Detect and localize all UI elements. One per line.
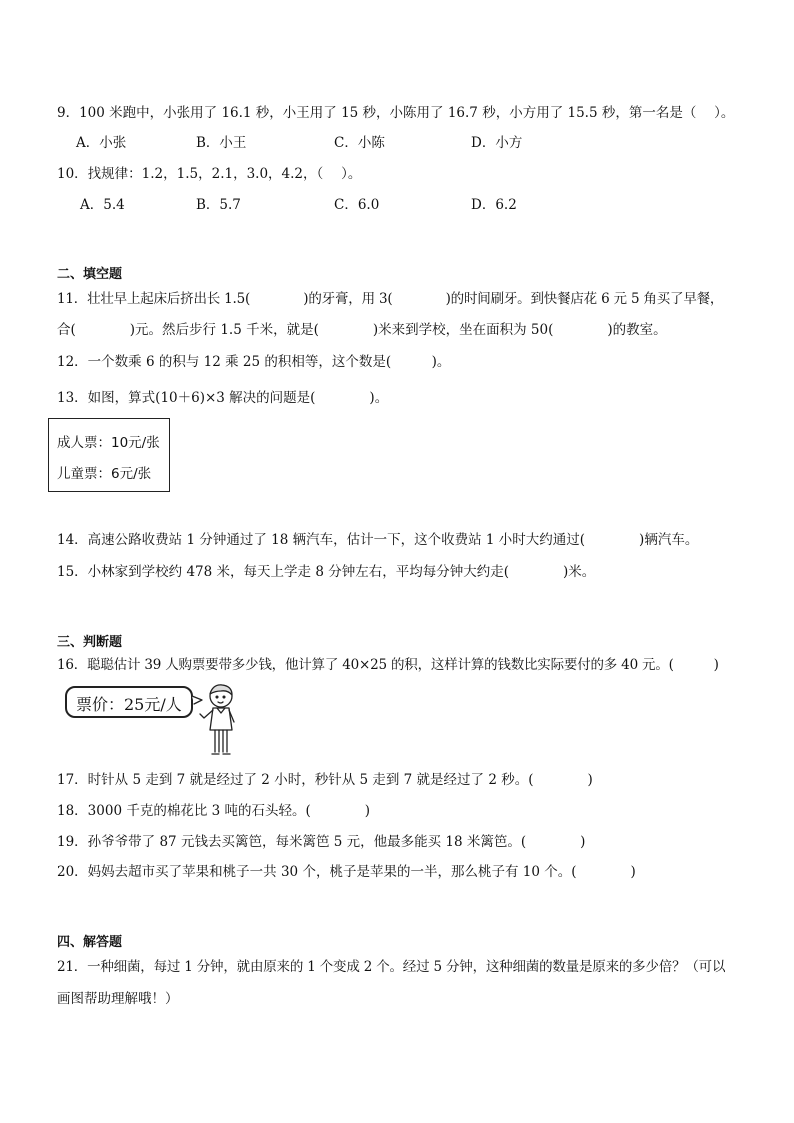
child-ticket-price: 儿童票：6元/张 bbox=[57, 466, 152, 482]
q10-option-a[interactable]: A．5.4 bbox=[80, 197, 125, 213]
question-16-text: 16．聪聪估计 39 人购票要带多少钱，他计算了 40×25 的积，这样计算的钱数比实际要付的多 40 元。( ) bbox=[57, 657, 719, 673]
question-21-line1: 21．一种细菌，每过 1 分钟，就由原来的 1 个变成 2 个。经过 5 分钟，这种细菌的数量是原来的多少倍？（可以 bbox=[57, 959, 726, 975]
girl-illustration-icon bbox=[188, 682, 248, 762]
q10-option-d[interactable]: D．6.2 bbox=[471, 197, 517, 213]
q9-option-b[interactable]: B．小王 bbox=[196, 135, 247, 151]
adult-ticket-price: 成人票：10元/张 bbox=[57, 435, 160, 451]
question-13-text: 13．如图，算式(10＋6)×3 解决的问题是( )。 bbox=[57, 390, 389, 406]
question-17-text: 17．时针从 5 走到 7 就是经过了 2 小时，秒针从 5 走到 7 就是经过了 2 秒。( ) bbox=[57, 772, 593, 788]
question-14-text: 14．高速公路收费站 1 分钟通过了 18 辆汽车，估计一下，这个收费站 1 小时大约通过( )辆汽车。 bbox=[57, 532, 699, 548]
question-18-text: 18．3000 千克的棉花比 3 吨的石头轻。( ) bbox=[57, 803, 371, 819]
question-15-text: 15．小林家到学校约 478 米，每天上学走 8 分钟左右，平均每分钟大约走( )米。 bbox=[57, 564, 596, 580]
section-heading-fill-in: 二、填空题 bbox=[57, 267, 123, 282]
question-21-line2: 画图帮助理解哦！） bbox=[57, 991, 179, 1007]
speech-bubble bbox=[65, 686, 193, 718]
question-12-text: 12．一个数乘 6 的积与 12 乘 25 的积相等，这个数是( )。 bbox=[57, 354, 451, 370]
ticket-price-box bbox=[48, 418, 170, 492]
bubble-price-text: 票价：25元/人 bbox=[76, 695, 182, 714]
section-heading-solve: 四、解答题 bbox=[57, 935, 123, 950]
q10-option-b[interactable]: B．5.7 bbox=[196, 197, 241, 213]
question-11-line1: 11．壮壮早上起床后挤出长 1.5( )的牙膏，用 3( )的时间刷牙。到快餐店花 6 元 5 角买了早餐， bbox=[57, 291, 724, 307]
q10-option-c[interactable]: C．6.0 bbox=[334, 197, 380, 213]
question-20-text: 20．妈妈去超市买了苹果和桃子一共 30 个，桃子是苹果的一半，那么桃子有 10 个。( ) bbox=[57, 864, 636, 880]
question-11-line2: 合( )元。然后步行 1.5 千米，就是( )米来到学校，坐在面积为 50( )的教室。 bbox=[57, 322, 667, 338]
q9-option-d[interactable]: D．小方 bbox=[471, 135, 523, 151]
question-19-text: 19．孙爷爷带了 87 元钱去买篱笆，每米篱笆 5 元，他最多能买 18 米篱笆。( ) bbox=[57, 834, 586, 850]
q9-option-a[interactable]: A．小张 bbox=[76, 135, 127, 151]
question-9-text: 9．100 米跑中，小张用了 16.1 秒，小王用了 15 秒，小陈用了 16.7 秒，小方用了 15.5 秒，第一名是（ ）。 bbox=[57, 105, 735, 121]
section-heading-true-false: 三、判断题 bbox=[57, 635, 123, 650]
question-10-text: 10．找规律：1.2，1.5，2.1，3.0，4.2，（ ）。 bbox=[57, 166, 362, 182]
q9-option-c[interactable]: C．小陈 bbox=[334, 135, 385, 151]
